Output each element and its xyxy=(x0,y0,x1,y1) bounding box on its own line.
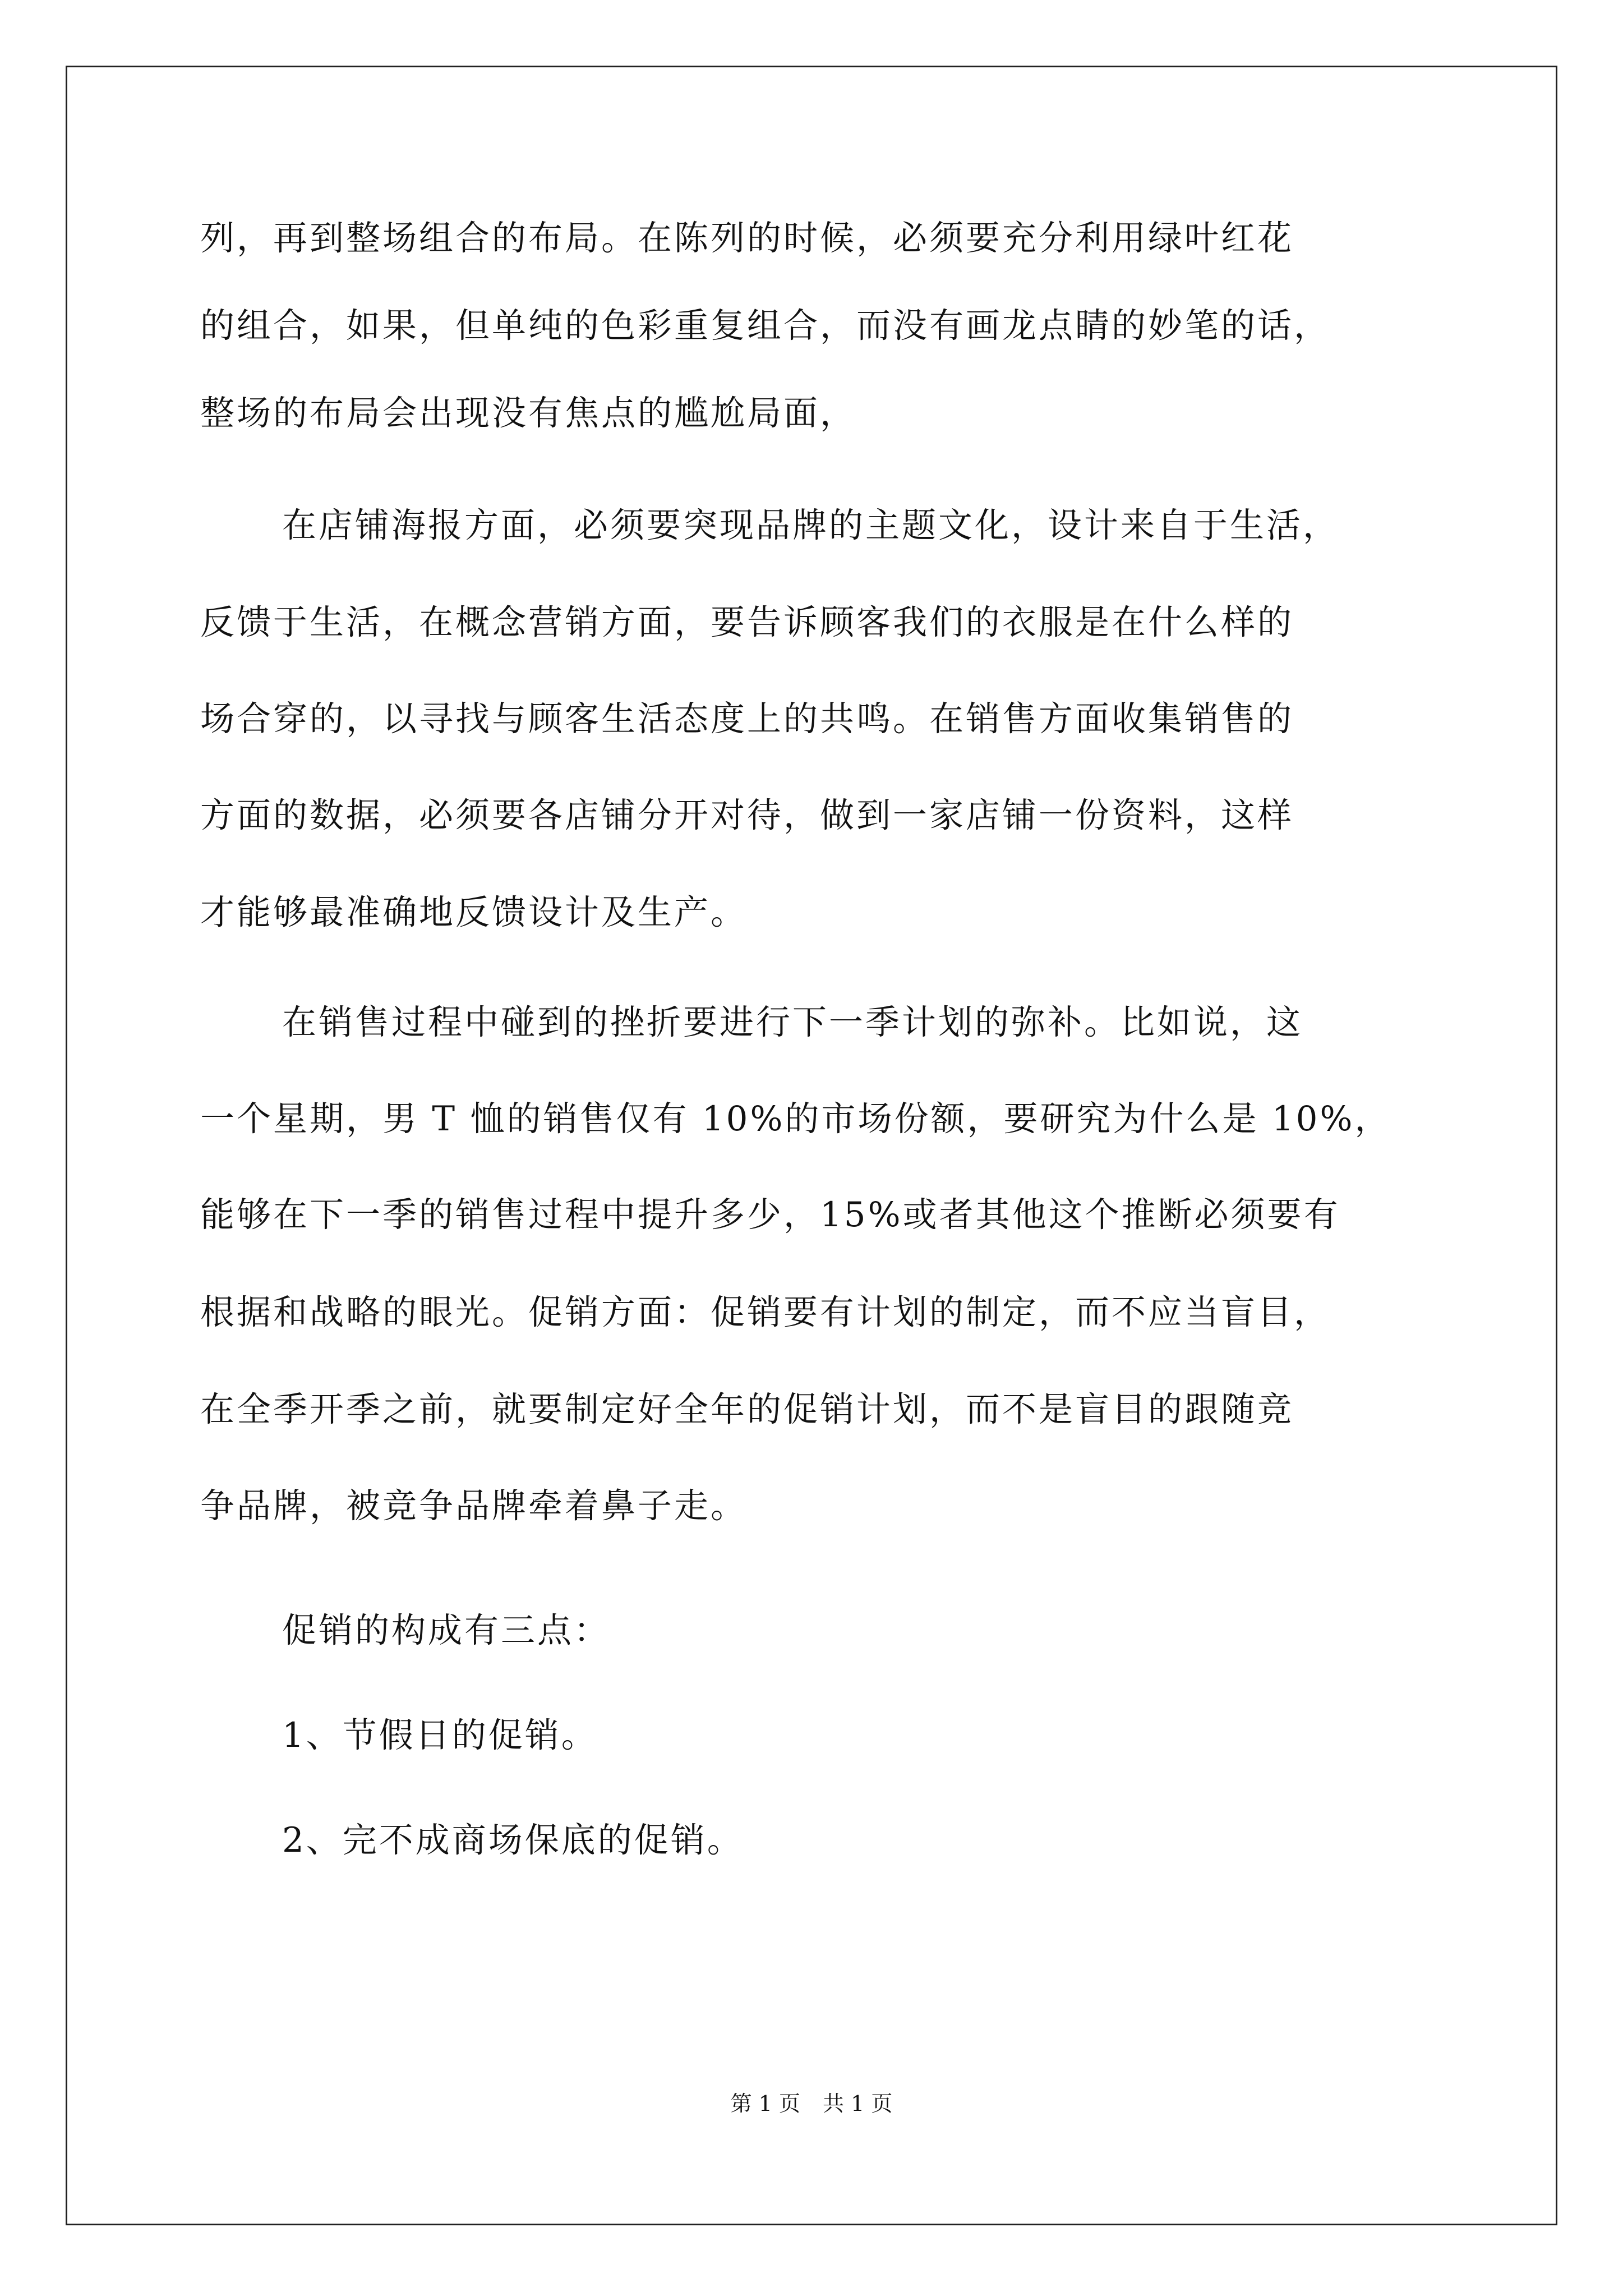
text-line: 场合穿的，以寻找与顾客生活态度上的共鸣。在销售方面收集销售的 xyxy=(200,699,1294,739)
page-footer xyxy=(0,2089,1623,2118)
page-number-current: 第 1 页 xyxy=(730,2091,800,2116)
list-item: 1、节假日的促销。 xyxy=(282,1715,598,1755)
text-line: 促销的构成有三点： xyxy=(282,1611,611,1650)
text-line: 方面的数据，必须要各店铺分开对待，做到一家店铺一份资料，这样 xyxy=(200,795,1294,835)
text-line: 一个星期，男 T 恤的销售仅有 10%的市场份额，要研究为什么是 10%， xyxy=(200,1099,1391,1139)
text-line: 根据和战略的眼光。促销方面：促销要有计划的制定，而不应当盲目， xyxy=(200,1292,1331,1332)
text-line: 能够在下一季的销售过程中提升多少，15%或者其他这个推断必须要有 xyxy=(200,1195,1340,1235)
text-line: 才能够最准确地反馈设计及生产。 xyxy=(200,892,748,932)
text-line: 反馈于生活，在概念营销方面，要告诉顾客我们的衣服是在什么样的 xyxy=(200,602,1294,642)
text-line: 整场的布局会出现没有焦点的尴尬局面， xyxy=(200,393,857,433)
text-line: 在全季开季之前，就要制定好全年的促销计划，而不是盲目的跟随竞 xyxy=(200,1389,1294,1429)
page-number-total: 共 1 页 xyxy=(823,2091,893,2116)
text-line: 列，再到整场组合的布局。在陈列的时候，必须要充分利用绿叶红花 xyxy=(200,218,1294,258)
text-line: 在销售过程中碰到的挫折要进行下一季计划的弥补。比如说，这 xyxy=(282,1002,1303,1042)
text-line: 争品牌，被竞争品牌牵着鼻子走。 xyxy=(200,1486,748,1526)
page-border xyxy=(66,66,1557,2225)
text-line: 的组合，如果，但单纯的色彩重复组合，而没有画龙点睛的妙笔的话， xyxy=(200,306,1331,346)
text-line: 在店铺海报方面，必须要突现品牌的主题文化，设计来自于生活， xyxy=(282,505,1340,545)
list-item: 2、完不成商场保底的促销。 xyxy=(282,1820,744,1860)
